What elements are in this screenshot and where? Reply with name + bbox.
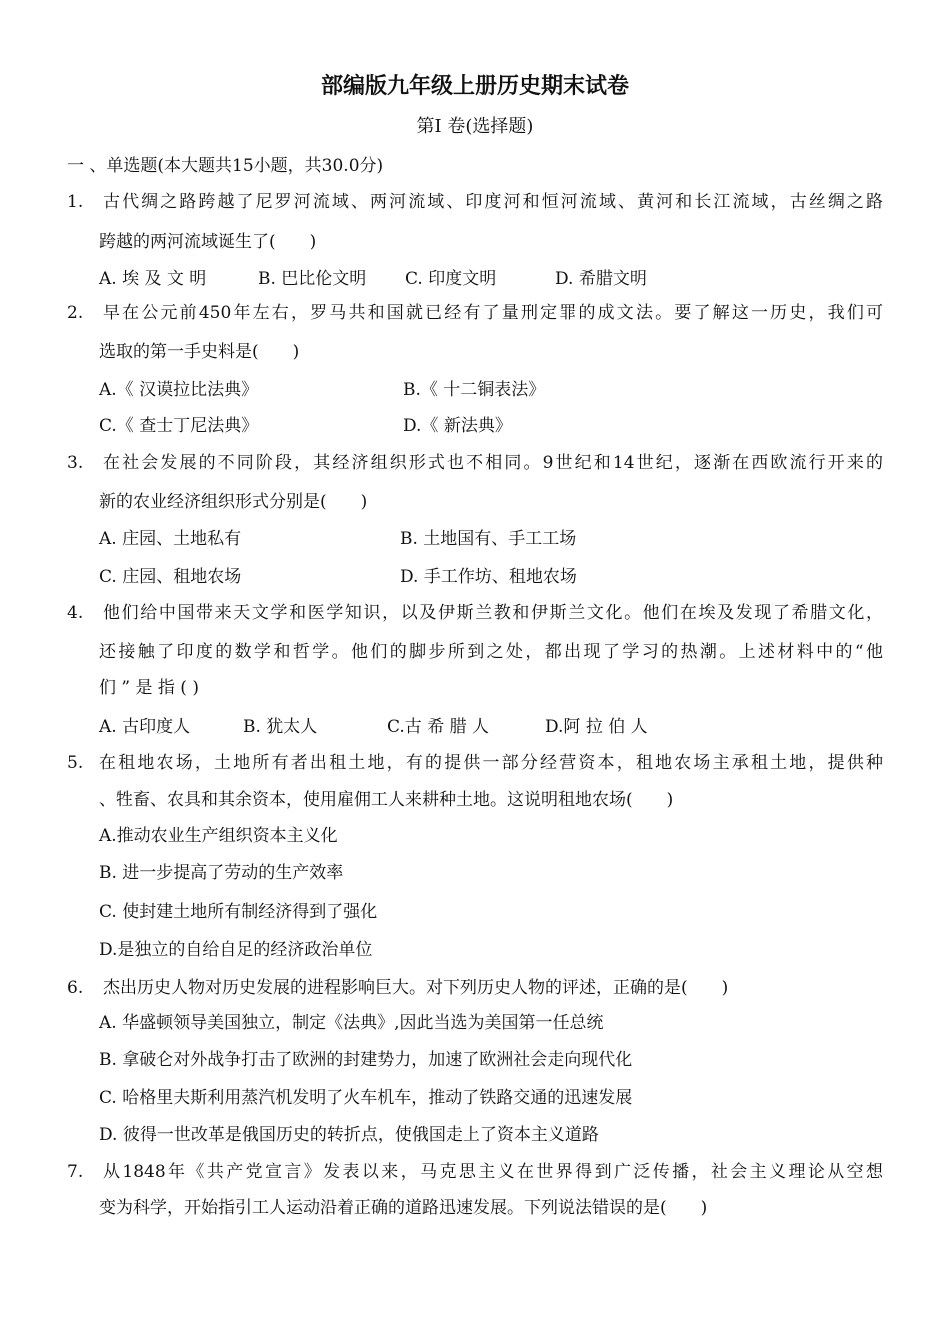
question-text: 选取的第一手史料是( ) bbox=[99, 342, 300, 362]
question-number: 4. bbox=[67, 603, 84, 623]
question-text: 在租地农场，土地所有者出租土地，有的提供一部分经营资本，租地农场主承租土地，提供种 bbox=[99, 753, 883, 773]
question-text: 在社会发展的不同阶段，其经济组织形式也不相同。9世纪和14世纪，逐渐在西欧流行开来的 bbox=[103, 453, 883, 473]
exam-title: 部编版九年级上册历史期末试卷 bbox=[320, 74, 629, 99]
option-c[interactable]: C.《 查士丁尼法典》 bbox=[99, 416, 259, 436]
question-number: 5. bbox=[67, 753, 84, 773]
question-text: 新的农业经济组织形式分别是( ) bbox=[99, 492, 368, 512]
question-text: 早在公元前450年左右，罗马共和国就已经有了量刑定罪的成文法。要了解这一历史，我们可 bbox=[103, 303, 883, 323]
option-d[interactable]: D. 希腊文明 bbox=[555, 269, 647, 289]
option-b[interactable]: B.《 十二铜表法》 bbox=[403, 380, 546, 400]
option-c[interactable]: C. 使封建土地所有制经济得到了强化 bbox=[99, 902, 378, 922]
option-d[interactable]: D.阿 拉 伯 人 bbox=[545, 717, 648, 737]
option-b[interactable]: B. 土地国有、手工工场 bbox=[400, 529, 577, 549]
option-c[interactable]: C. 哈格里夫斯利用蒸汽机发明了火车机车，推动了铁路交通的迅速发展 bbox=[99, 1088, 633, 1108]
question-text: 古代绸之路跨越了尼罗河流域、两河流域、印度河和恒河流域、黄河和长江流域，古丝绸之路 bbox=[103, 192, 883, 212]
option-b[interactable]: B. 犹太人 bbox=[243, 717, 318, 737]
option-b[interactable]: B. 巴比伦文明 bbox=[258, 269, 367, 289]
option-a[interactable]: A. 华盛顿领导美国独立，制定《法典》,因此当选为美国第一任总统 bbox=[99, 1013, 604, 1033]
option-b[interactable]: B. 进一步提高了劳动的生产效率 bbox=[99, 863, 344, 883]
option-d[interactable]: D.《 新法典》 bbox=[403, 416, 512, 436]
option-b[interactable]: B. 拿破仑对外战争打击了欧洲的封建势力，加速了欧洲社会走向现代化 bbox=[99, 1050, 633, 1070]
question-number: 7. bbox=[67, 1162, 84, 1182]
question-number: 2. bbox=[67, 303, 84, 323]
option-d[interactable]: D. 手工作坊、租地农场 bbox=[400, 567, 577, 587]
option-d[interactable]: D.是独立的自给自足的经济政治单位 bbox=[99, 940, 373, 960]
option-a[interactable]: A. 庄园、土地私有 bbox=[99, 529, 242, 549]
question-text: 杰出历史人物对历史发展的进程影响巨大。对下列历史人物的评述，正确的是( ) bbox=[103, 978, 729, 998]
option-c[interactable]: C.古 希 腊 人 bbox=[387, 717, 490, 737]
option-d[interactable]: D. 彼得一世改革是俄国历史的转折点，使俄国走上了资本主义道路 bbox=[99, 1125, 599, 1145]
option-c[interactable]: C. 庄园、租地农场 bbox=[99, 567, 242, 587]
option-c[interactable]: C. 印度文明 bbox=[405, 269, 497, 289]
question-text: 变为科学，开始指引工人运动沿着正确的道路迅速发展。下列说法错误的是( ) bbox=[99, 1198, 708, 1218]
question-text: 还接触了印度的数学和哲学。他们的脚步所到之处，都出现了学习的热潮。上述材料中的“他 bbox=[99, 642, 883, 662]
question-text: 从1848年《共产党宣言》发表以来，马克思主义在世界得到广泛传播，社会主义理论从空想 bbox=[103, 1162, 883, 1182]
exam-subtitle: 第I 卷(选择题) bbox=[416, 116, 534, 137]
question-text: 他们给中国带来天文学和医学知识，以及伊斯兰教和伊斯兰文化。他们在埃及发现了希腊文化， bbox=[103, 603, 883, 623]
question-text: 跨越的两河流域诞生了( ) bbox=[99, 232, 317, 252]
question-number: 3. bbox=[67, 453, 84, 473]
question-text: 、牲畜、农具和其余资本，使用雇佣工人来耕种土地。这说明租地农场( ) bbox=[99, 790, 674, 810]
option-a[interactable]: A.《 汉谟拉比法典》 bbox=[99, 380, 259, 400]
question-text: 们 ” 是 指 ( ) bbox=[99, 678, 199, 698]
question-number: 1. bbox=[67, 192, 84, 212]
option-a[interactable]: A.推动农业生产组织资本主义化 bbox=[99, 826, 338, 846]
option-a[interactable]: A. 埃 及 文 明 bbox=[99, 269, 207, 289]
question-number: 6. bbox=[67, 978, 84, 998]
option-a[interactable]: A. 古印度人 bbox=[99, 717, 191, 737]
section-heading: 一 、单选题(本大题共15小题，共30.0分) bbox=[67, 156, 384, 176]
